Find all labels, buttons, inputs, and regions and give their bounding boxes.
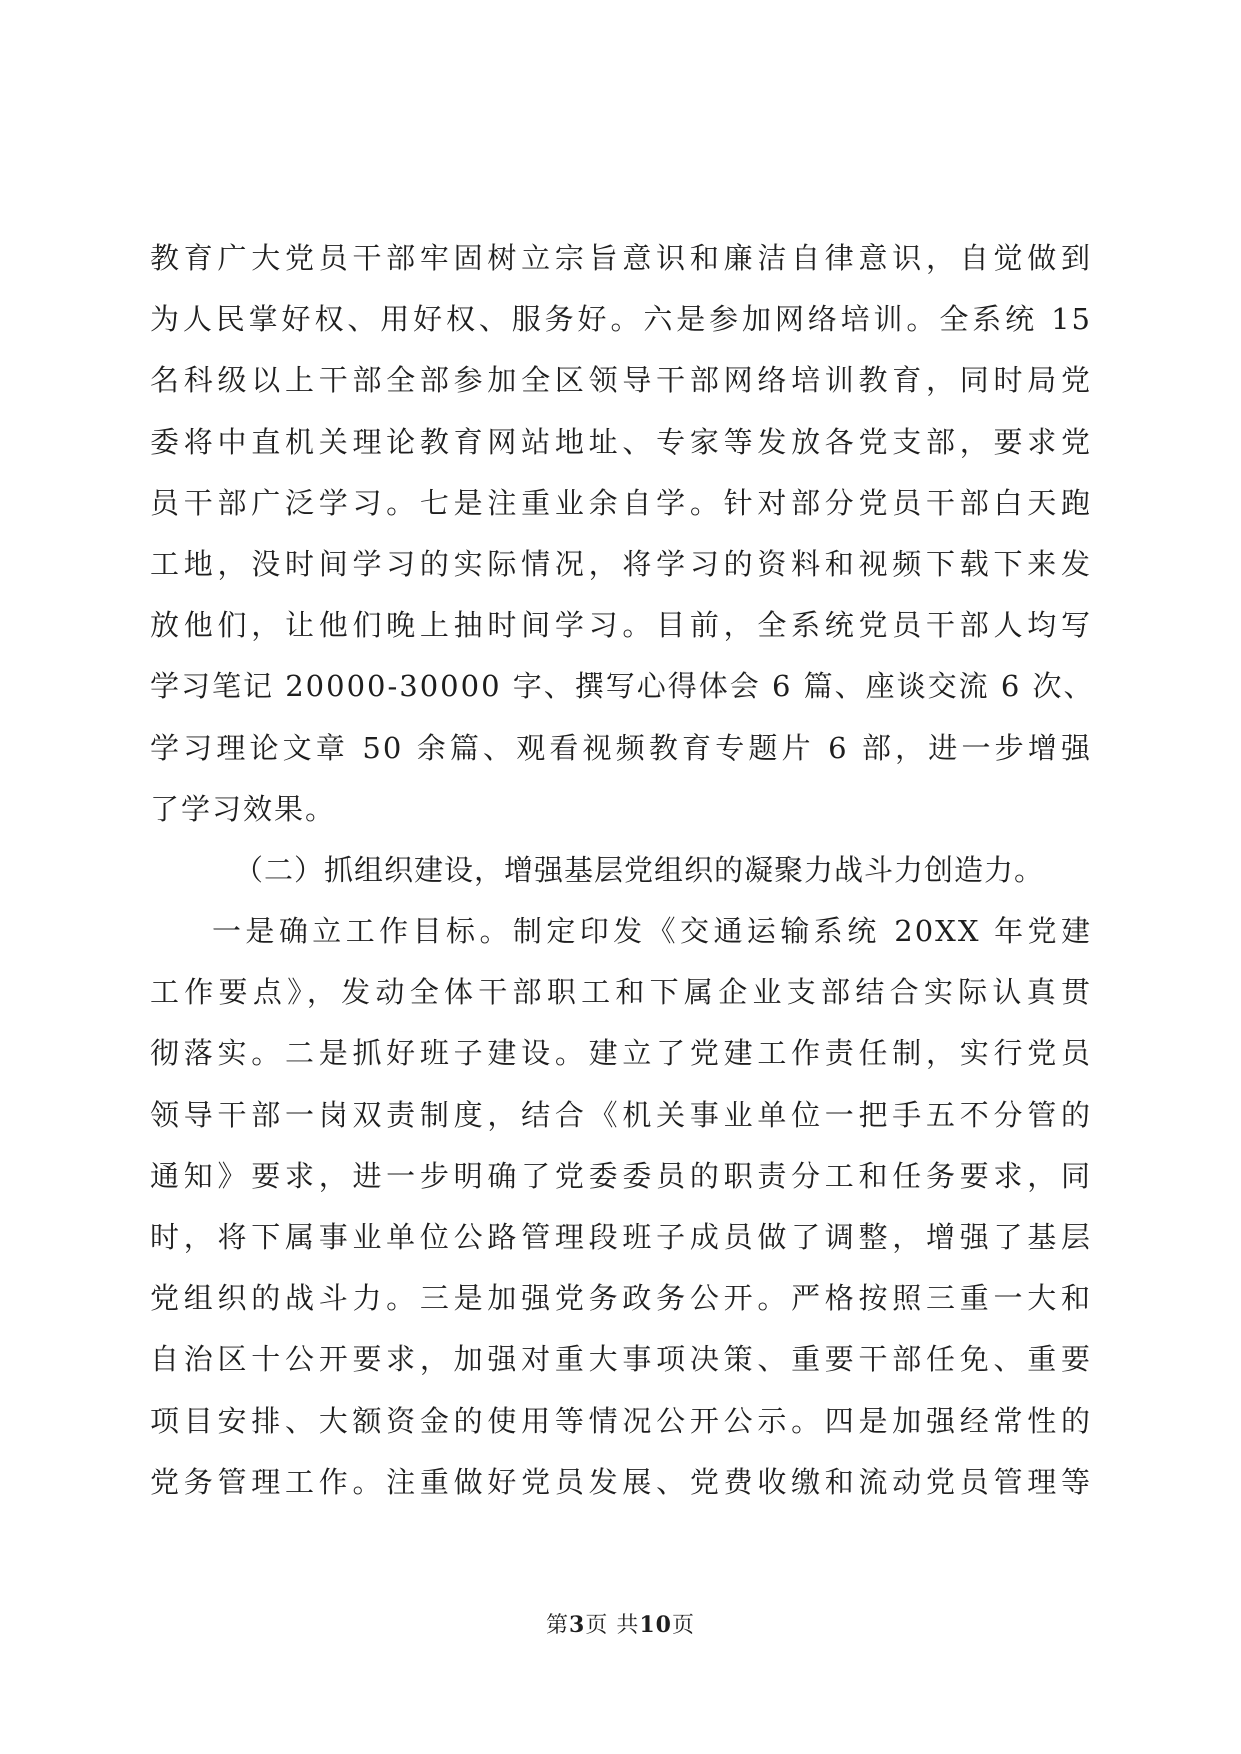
paragraph-line: 教育广大党员干部牢固树立宗旨意识和廉洁自律意识，自觉做到 — [150, 241, 1092, 275]
paragraph-line: 学习理论文章 50 余篇、观看视频教育专题片 6 部，进一步增强 — [150, 730, 1092, 765]
paragraph-line: 了学习效果。 — [150, 791, 337, 826]
total-pages: 10 — [639, 1612, 672, 1638]
paragraph-line: 为人民掌好权、用好权、服务好。六是参加网络培训。全系统 15 — [150, 302, 1092, 337]
paragraph-line: 工作要点》，发动全体干部职工和下属企业支部结合实际认真贯 — [150, 975, 1092, 1010]
paragraph-line: 党组织的战斗力。三是加强党务政务公开。严格按照三重一大和 — [150, 1281, 1092, 1316]
document-body — [150, 228, 1095, 1513]
page-number: 3 — [569, 1612, 586, 1638]
footer-prefix: 第 — [546, 1613, 570, 1638]
paragraph-line: 工地，没时间学习的实际情况，将学习的资料和视频下载下来发 — [150, 546, 1092, 581]
paragraph-line: 党务管理工作。注重做好党员发展、党费收缴和流动党员管理等 — [150, 1464, 1092, 1499]
paragraph-line: 委将中直机关理论教育网站地址、专家等发放各党支部，要求党 — [150, 424, 1092, 459]
page-footer — [0, 1608, 1241, 1639]
paragraph-line: 时，将下属事业单位公路管理段班子成员做了调整，增强了基层 — [150, 1220, 1092, 1254]
paragraph-line: 自治区十公开要求，加强对重大事项决策、重要干部任免、重要 — [150, 1342, 1092, 1377]
footer-mid: 页 共 — [585, 1613, 640, 1638]
paragraph-line: 名科级以上干部全部参加全区领导干部网络培训教育，同时局党 — [150, 363, 1092, 398]
paragraph-line: 通知》要求，进一步明确了党委委员的职责分工和任务要求，同 — [150, 1158, 1092, 1193]
paragraph-line: 一是确立工作目标。制定印发《交通运输系统 20XX 年党建 — [212, 914, 1092, 949]
paragraph-line: 放他们，让他们晚上抽时间学习。目前，全系统党员干部人均写 — [150, 608, 1092, 643]
paragraph-line: 员干部广泛学习。七是注重业余自学。针对部分党员干部白天跑 — [150, 485, 1092, 520]
paragraph-line: 领导干部一岗双责制度，结合《机关事业单位一把手五不分管的 — [150, 1097, 1092, 1132]
paragraph-line: 学习笔记 20000-30000 字、撰写心得体会 6 篇、座谈交流 6 次、 — [150, 669, 1095, 704]
footer-suffix: 页 — [671, 1613, 695, 1638]
section-heading: （二）抓组织建设，增强基层党组织的凝聚力战斗力创造力。 — [234, 852, 1045, 887]
paragraph-line: 项目安排、大额资金的使用等情况公开公示。四是加强经常性的 — [150, 1403, 1092, 1438]
paragraph-line: 彻落实。二是抓好班子建设。建立了党建工作责任制，实行党员 — [150, 1036, 1092, 1071]
